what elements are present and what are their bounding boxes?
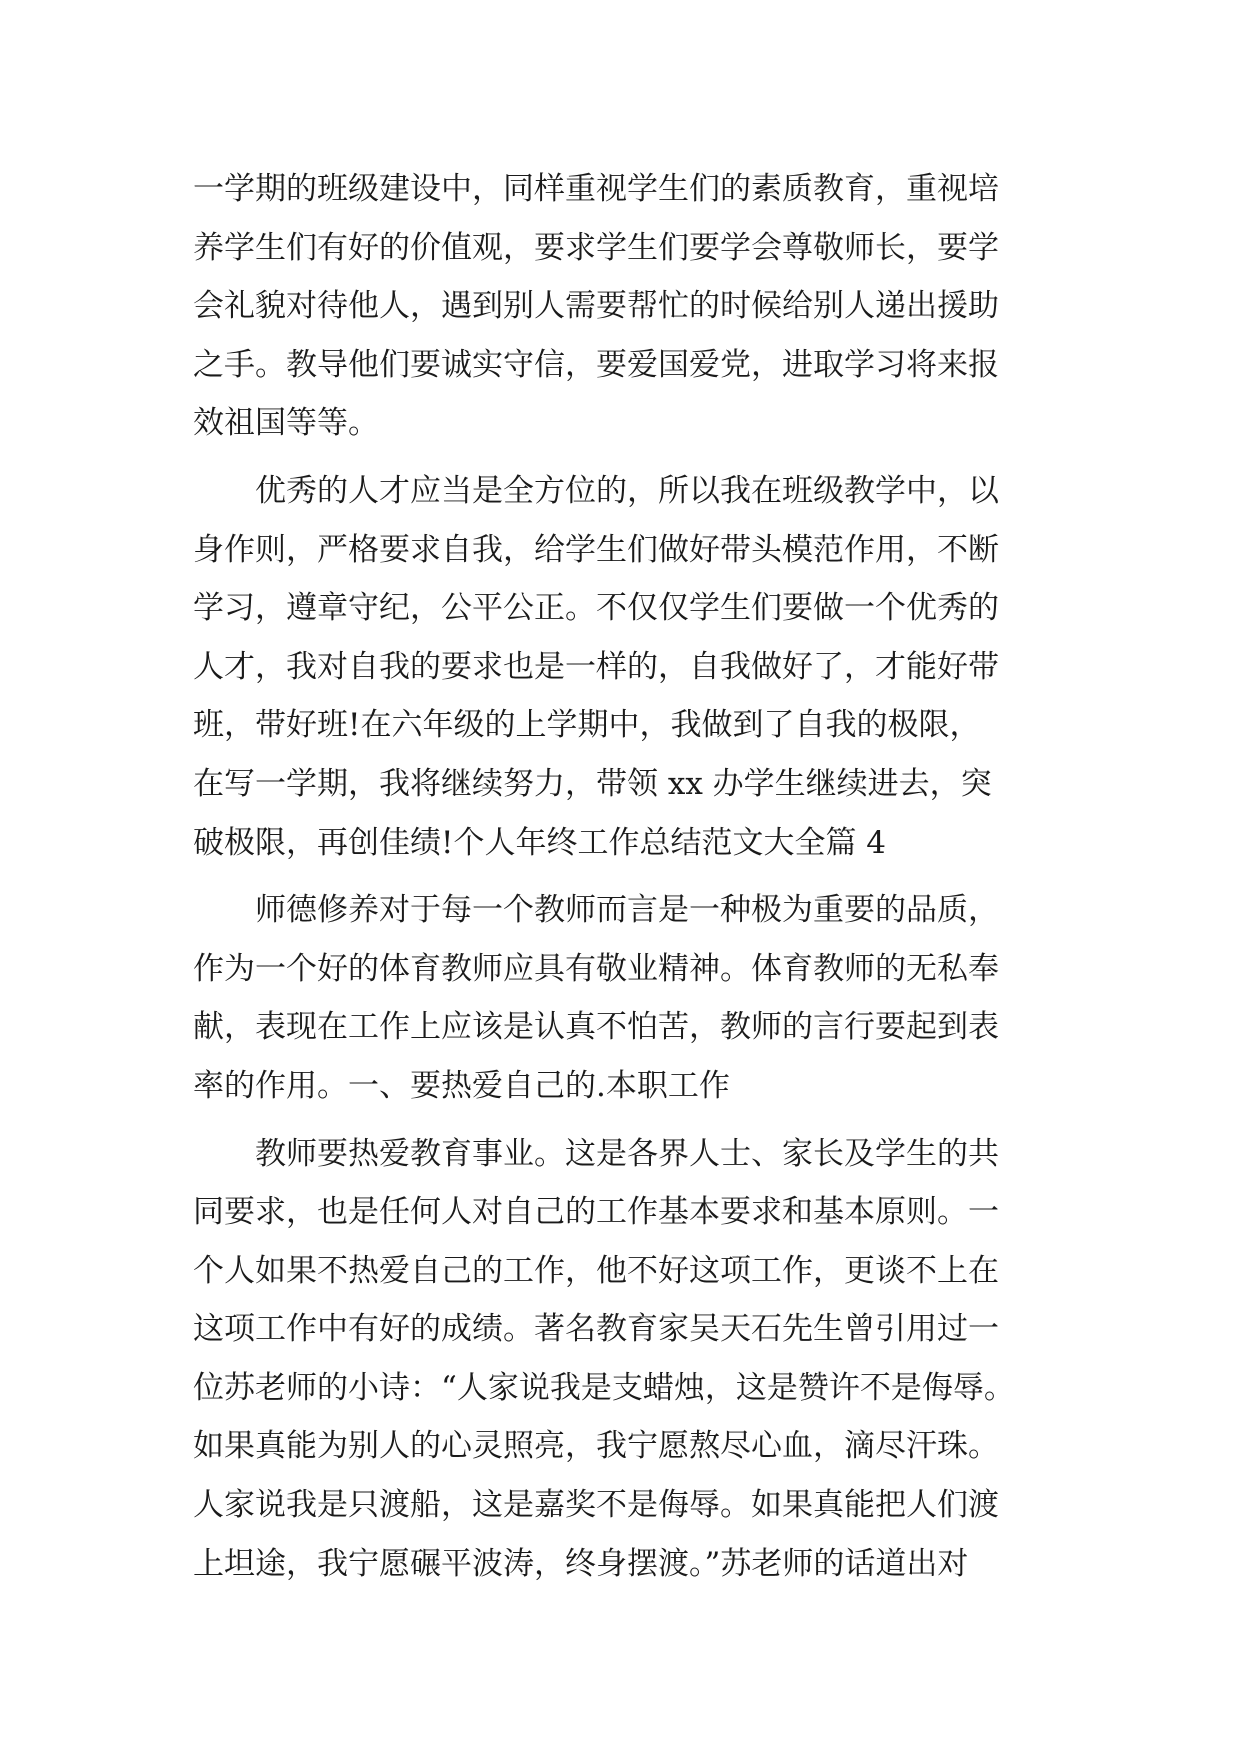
text-line: 师德修养对于每一个教师而言是一种极为重要的品质， (255, 892, 999, 929)
text-line: 在写一学期，我将继续努力，带领 xx 办学生继续进去，突 (193, 765, 992, 802)
text-line: 教师要热爱教育事业。这是各界人士、家长及学生的共 (255, 1135, 999, 1172)
paragraph (193, 462, 1055, 872)
text-line: 同要求，也是任何人对自己的工作基本要求和基本原则。一 (193, 1194, 999, 1231)
text-line: 作为一个好的体育教师应具有敬业精神。体育教师的无私奉 (193, 950, 999, 987)
text-line: 如果真能为别人的心灵照亮，我宁愿熬尽心血，滴尽汗珠。 (193, 1428, 999, 1465)
text-line: 上坦途，我宁愿碾平波涛，终身摆渡。”苏老师的话道出对 (193, 1545, 969, 1582)
text-line: 之手。教导他们要诚实守信，要爱国爱党，进取学习将来报 (193, 346, 999, 383)
text-line: 破极限，再创佳绩!个人年终工作总结范文大全篇 4 (193, 824, 887, 861)
text-line: 身作则，严格要求自我，给学生们做好带头模范作用，不断 (193, 531, 999, 568)
text-line: 一学期的班级建设中，同样重视学生们的素质教育，重视培 (193, 171, 999, 207)
text-line: 位苏老师的小诗：“人家说我是支蜡烛，这是赞许不是侮辱。 (193, 1369, 1015, 1406)
text-line: 班，带好班!在六年级的上学期中，我做到了自我的极限， (193, 707, 981, 744)
paragraph (193, 160, 1055, 453)
paragraph (193, 1125, 1055, 1594)
text-line: 会礼貌对待他人，遇到别人需要帮忙的时候给别人递出援助 (193, 288, 999, 325)
text-line: 养学生们有好的价值观，要求学生们要学会尊敬师长，要学 (193, 229, 999, 266)
text-line: 优秀的人才应当是全方位的，所以我在班级教学中，以 (255, 472, 999, 509)
text-line: 献，表现在工作上应该是认真不怕苦，教师的言行要起到表 (193, 1009, 999, 1046)
document-body (193, 160, 1055, 1593)
paragraph (193, 881, 1055, 1115)
text-line: 个人如果不热爱自己的工作，他不好这项工作，更谈不上在 (193, 1252, 999, 1289)
text-line: 学习，遵章守纪，公平公正。不仅仅学生们要做一个优秀的 (193, 590, 999, 627)
text-line: 率的作用。一、要热爱自己的.本职工作 (193, 1067, 730, 1104)
text-line: 效祖国等等。 (193, 405, 379, 442)
text-line: 人家说我是只渡船，这是嘉奖不是侮辱。如果真能把人们渡 (193, 1487, 999, 1524)
text-line: 人才，我对自我的要求也是一样的，自我做好了，才能好带 (193, 648, 999, 685)
text-line: 这项工作中有好的成绩。著名教育家吴天石先生曾引用过一 (193, 1311, 999, 1348)
